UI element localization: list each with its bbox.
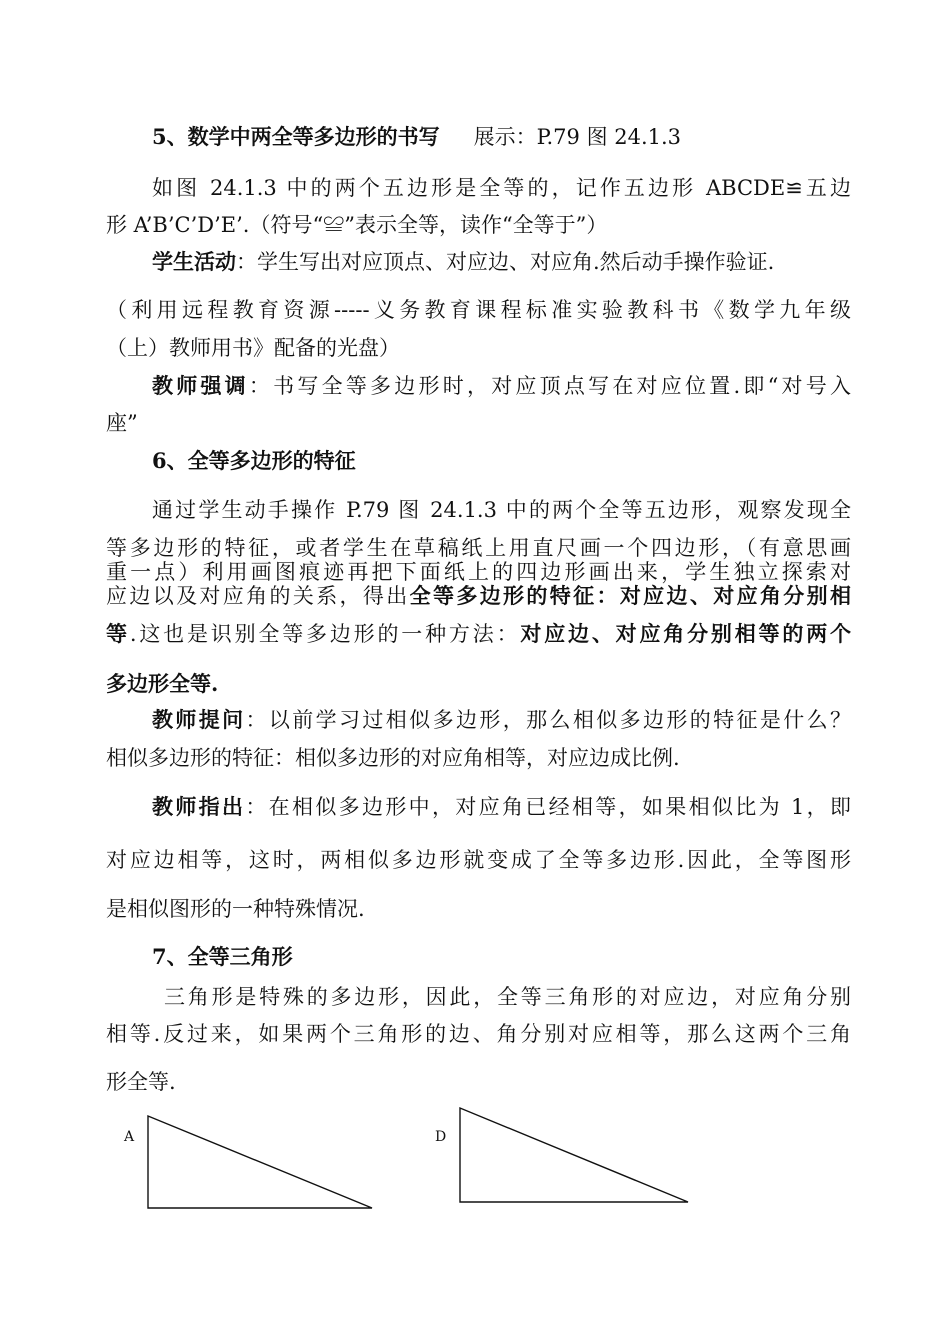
resource-line: （上）教师用书》配备的光盘） <box>106 336 400 360</box>
resource-line: （利用远程教育资源-----义务教育课程标准实验教科书《数学九年级 <box>106 298 851 322</box>
paragraph-line <box>106 620 851 648</box>
teacher-question-text: ：以前学习过相似多边形，那么相似多边形的特征是什么？ <box>245 708 852 732</box>
paragraph-line: 重一点）利用画图痕迹再把下面纸上的四边形画出来，学生独立探索对 <box>106 560 851 584</box>
section-5-heading-line <box>152 123 851 151</box>
teacher-emphasis-line: 座” <box>106 411 138 435</box>
section-6-heading: 6、全等多边形的特征 <box>152 448 356 473</box>
teacher-question-line <box>152 706 851 734</box>
paragraph-line: 对应边相等，这时，两相似多边形就变成了全等多边形.因此，全等图形 <box>106 848 851 872</box>
teacher-emphasis-label: 教师强调 <box>152 373 249 398</box>
triangle-def <box>454 1104 694 1206</box>
feature-emphasis: 等 <box>106 621 130 646</box>
paragraph-line: 相等.反过来，如果两个三角形的边、角分别对应相等，那么这两个三角 <box>106 1022 851 1046</box>
vertex-label-a: A <box>124 1129 135 1145</box>
paragraph-line <box>106 582 851 610</box>
paragraph-line: 三角形是特殊的多边形，因此，全等三角形的对应边，对应角分别 <box>164 985 851 1009</box>
triangle-abc <box>140 1112 380 1212</box>
section-7-heading: 7、全等三角形 <box>152 944 293 969</box>
teacher-point-text: ：在相似多边形中，对应角已经相等，如果相似比为 1，即 <box>245 795 851 819</box>
section-5-heading: 5、数学中两全等多边形的书写 <box>152 124 440 149</box>
teacher-point-line <box>152 793 851 821</box>
teacher-emphasis-text: ：书写全等多边形时，对应顶点写在对应位置.即“对号入 <box>248 374 852 398</box>
paragraph-line: 相似多边形的特征：相似多边形的对应角相等，对应边成比例. <box>106 746 680 770</box>
student-activity-label: 学生活动 <box>152 249 236 274</box>
paragraph-line: 是相似图形的一种特殊情况. <box>106 897 365 921</box>
paragraph-text: 应边以及对应角的关系，得出 <box>106 584 410 608</box>
student-activity-line <box>152 248 851 276</box>
teacher-question-label: 教师提问 <box>152 707 246 732</box>
method-emphasis-line: 多边形全等. <box>106 671 219 696</box>
paragraph-line: 形全等. <box>106 1070 176 1094</box>
paragraph-line: 形 A’B’C’D’E’.（符号“≌”表示全等，读作“全等于”） <box>106 213 608 237</box>
student-activity-text: ：学生写出对应顶点、对应边、对应角.然后动手操作验证. <box>236 250 775 274</box>
paragraph-line: 通过学生动手操作 P.79 图 24.1.3 中的两个全等五边形，观察发现全 <box>152 498 851 522</box>
feature-emphasis: 全等多边形的特征：对应边、对应角分别相 <box>409 583 852 608</box>
paragraph-line: 如图 24.1.3 中的两个五边形是全等的，记作五边形 ABCDE≌五边 <box>152 176 851 200</box>
teacher-point-label: 教师指出 <box>152 794 246 819</box>
teacher-emphasis-line <box>152 372 851 400</box>
method-emphasis: 对应边、对应角分别相等的两个 <box>520 621 852 646</box>
paragraph-line: 等多边形的特征，或者学生在草稿纸上用直尺画一个四边形，（有意思画 <box>106 536 851 560</box>
section-5-show: 展示：P.79 图 24.1.3 <box>473 125 682 149</box>
vertex-label-d: D <box>435 1129 447 1145</box>
paragraph-text: .这也是识别全等多边形的一种方法： <box>129 622 521 646</box>
